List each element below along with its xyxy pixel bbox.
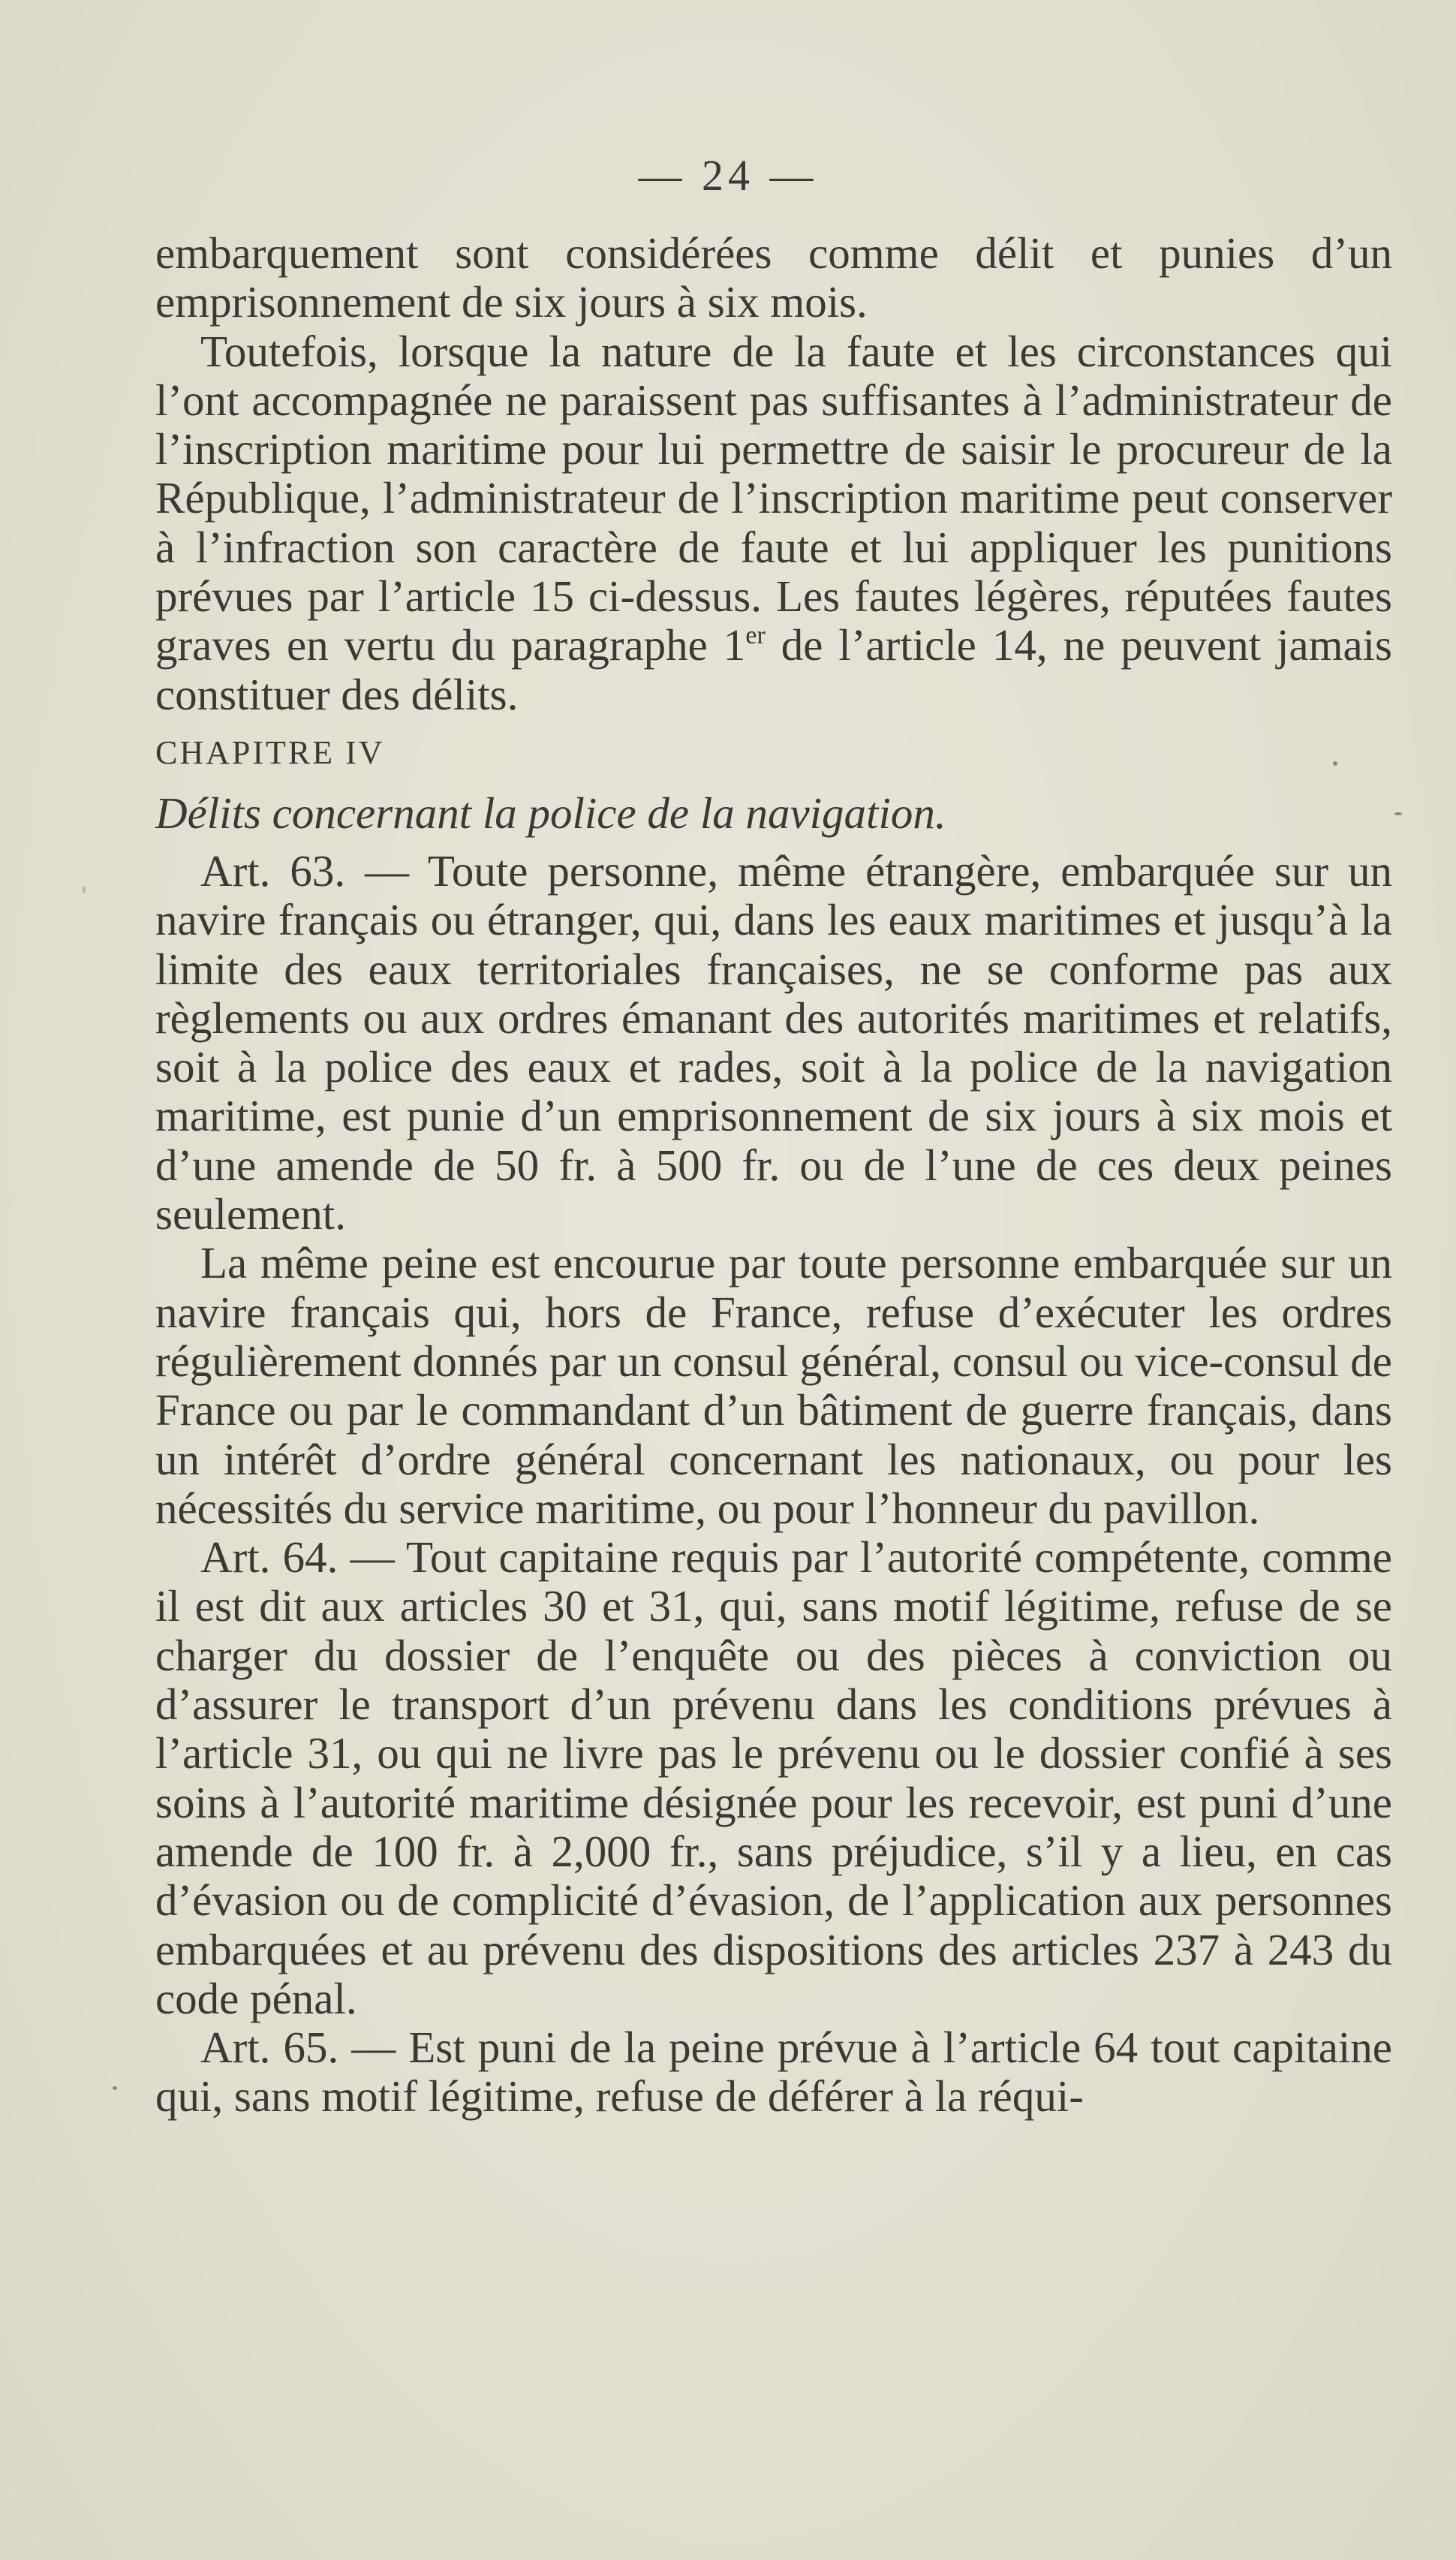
paper-speck — [83, 886, 86, 893]
page-number: — 24 — — [638, 151, 818, 200]
superscript-er: er — [745, 622, 766, 650]
article-63-paragraph-2: La même peine est encourue par toute personne embarquée sur un navire français qui, hors de France, refuse d’exécuter les ordres régulièrement donnés par un consul général, consul ou vice-consul de France ou par le commandant d’un bâtiment de guerre français, dans un intérêt d’ordre général concernant les nationaux, ou pour les nécessités du service maritime, ou pour l’honneur du pavillon. — [155, 1238, 1392, 1533]
paragraph-toutefois-end: de l’article 14, ne peuvent jamais constituer des délits. — [155, 620, 1392, 719]
article-65: Art. 65. — Est puni de la peine prévue à l’article 64 tout capitaine qui, sans motif légitime, refuse de déférer à la réqui- — [155, 2022, 1392, 2122]
article-64: Art. 64. — Tout capitaine requis par l’autorité compétente, comme il est dit aux articles 30 et 31, qui, sans motif légitime, refuse de se charger du dossier de l’enquête ou des pièces à conviction ou d’assurer le transport d’un prévenu dans les conditions prévues à l’article 31, ou qui ne livre pas le prévenu ou le dossier confié à ses soins à l’autorité maritime désignée pour les recevoir, est puni d’une amende de 100 fr. à 2,000 fr., sans préjudice, s’il y a lieu, en cas d’évasion ou de complicité d’évasion, de l’application aux personnes embarquées et au prévenu des dispositions des articles 237 à 243 du code pénal. — [155, 1532, 1392, 2023]
paper-speck — [1333, 761, 1337, 766]
section-title: Délits concernant la police de la navigation. — [155, 788, 946, 838]
page-body — [155, 229, 1392, 2122]
chapter-heading: CHAPITRE IV — [155, 733, 385, 771]
article-63: Art. 63. — Toute personne, même étrangère, embarquée sur un navire français ou étranger, qui, dans les eaux maritimes et jusqu’à la limite des eaux territoriales françaises, ne se conforme pas aux règlements ou aux ordres émanant des autorités maritimes et relatifs, soit à la police des eaux et rades, soit à la police de la navigation maritime, est punie d’un emprisonnement de six jours à six mois et d’une amende de 50 fr. à 500 fr. ou de l’une de ces deux peines seulement. — [155, 845, 1392, 1239]
paper-speck — [1394, 812, 1402, 815]
paragraph-continuation: embarquement sont considérées comme délit et punies d’un emprisonnement de six jours à six mois. — [155, 228, 1392, 327]
paragraph-toutefois-text: Toutefois, lorsque la nature de la faute et les circonstances qui l’ont accompagnée ne paraissent pas suffisantes à l’administrateur de l’inscription maritime pour lui permettre de saisir le procureur de la République, l’administrateur de l’inscription maritime peut conserver à l’infraction son caractère de faute et lui appliquer les punitions prévues par l’article 15 ci-dessus. Les fautes légères, réputées fautes graves en vertu du paragraphe 1 — [155, 326, 1392, 670]
paper-speck — [113, 2086, 117, 2090]
paragraph-toutefois — [155, 327, 1392, 719]
